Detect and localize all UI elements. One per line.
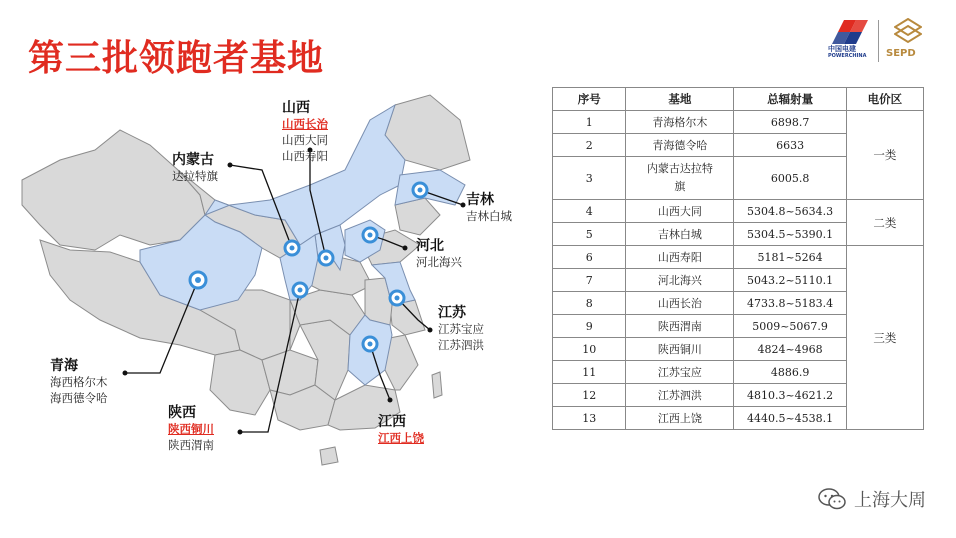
header-zone: 电价区 bbox=[846, 88, 923, 111]
callout-province: 江苏 bbox=[438, 305, 466, 321]
cell-radiation: 5304.8~5634.3 bbox=[734, 200, 846, 223]
radiation-table bbox=[552, 87, 924, 430]
callout-jiangsu bbox=[438, 305, 484, 353]
province-xinjiang bbox=[22, 130, 205, 250]
cell-base: 青海格尔木 bbox=[626, 111, 734, 134]
callout-qinghai bbox=[50, 358, 108, 406]
callout-jiangxi bbox=[378, 414, 424, 446]
table-header-row bbox=[553, 88, 924, 111]
cell-zone: 二类 bbox=[846, 200, 923, 246]
marker-shaanxi bbox=[293, 283, 307, 297]
page-title: 第三批领跑者基地 bbox=[28, 38, 325, 79]
callout-site: 山西长治 bbox=[282, 117, 328, 131]
marker-jiangxi bbox=[363, 337, 377, 351]
cell-radiation: 4810.3~4621.2 bbox=[734, 384, 846, 407]
province-jilin bbox=[395, 170, 465, 205]
cell-no: 4 bbox=[553, 200, 626, 223]
header-radiation: 总辐射量 bbox=[734, 88, 846, 111]
marker-jilin bbox=[413, 183, 427, 197]
cell-base: 山西寿阳 bbox=[626, 246, 734, 269]
province-yunnan bbox=[210, 350, 270, 415]
callout-site: 海西德令哈 bbox=[50, 391, 108, 405]
table-row bbox=[553, 111, 924, 134]
cell-radiation: 4824~4968 bbox=[734, 338, 846, 361]
province-hainan bbox=[320, 447, 338, 465]
callout-site: 吉林白城 bbox=[466, 209, 512, 223]
cell-base: 山西大同 bbox=[626, 200, 734, 223]
callout-site: 江苏泗洪 bbox=[438, 338, 484, 352]
cell-no: 11 bbox=[553, 361, 626, 384]
cell-base: 山西长治 bbox=[626, 292, 734, 315]
callout-shanxi bbox=[282, 100, 328, 164]
callout-site: 江苏宝应 bbox=[438, 322, 484, 336]
logo-area bbox=[824, 16, 934, 66]
marker-qinghai bbox=[190, 272, 206, 288]
callout-site: 河北海兴 bbox=[416, 255, 462, 269]
callout-jilin bbox=[466, 192, 512, 224]
cell-radiation: 4886.9 bbox=[734, 361, 846, 384]
cell-base: 陕西渭南 bbox=[626, 315, 734, 338]
cell-radiation: 5181~5264 bbox=[734, 246, 846, 269]
cell-no: 7 bbox=[553, 269, 626, 292]
callout-hebei bbox=[416, 238, 462, 270]
cell-base: 内蒙古达拉特旗 bbox=[626, 157, 734, 200]
callout-neimenggu bbox=[172, 152, 218, 184]
cell-no: 8 bbox=[553, 292, 626, 315]
cell-base: 江苏宝应 bbox=[626, 361, 734, 384]
callout-site: 达拉特旗 bbox=[172, 169, 218, 183]
marker-neimenggu bbox=[285, 241, 299, 255]
province-taiwan bbox=[432, 372, 442, 398]
callout-site: 江西上饶 bbox=[378, 431, 424, 445]
watermark bbox=[818, 486, 926, 512]
sepd-logo-icon bbox=[894, 18, 922, 46]
cell-radiation: 6633 bbox=[734, 134, 846, 157]
cell-no: 13 bbox=[553, 407, 626, 430]
cell-radiation: 4440.5~4538.1 bbox=[734, 407, 846, 430]
callout-province: 内蒙古 bbox=[172, 152, 214, 168]
callout-province: 青海 bbox=[50, 358, 78, 374]
cell-no: 12 bbox=[553, 384, 626, 407]
marker-jiangsu bbox=[390, 291, 404, 305]
header-base: 基地 bbox=[626, 88, 734, 111]
cell-zone: 三类 bbox=[846, 246, 923, 430]
sepd-logo-text: SEPD bbox=[886, 48, 916, 59]
cell-no: 5 bbox=[553, 223, 626, 246]
cell-base: 河北海兴 bbox=[626, 269, 734, 292]
cell-no: 6 bbox=[553, 246, 626, 269]
cell-radiation: 6898.7 bbox=[734, 111, 846, 134]
cell-radiation: 4733.8~5183.4 bbox=[734, 292, 846, 315]
cell-no: 9 bbox=[553, 315, 626, 338]
table-row bbox=[553, 246, 924, 269]
cell-no: 3 bbox=[553, 157, 626, 200]
callout-site: 山西寿阳 bbox=[282, 149, 328, 163]
cell-base: 江西上饶 bbox=[626, 407, 734, 430]
powerchina-logo-text: 中国电建 POWERCHINA bbox=[828, 45, 867, 59]
cell-radiation: 5043.2~5110.1 bbox=[734, 269, 846, 292]
cell-no: 10 bbox=[553, 338, 626, 361]
header-no: 序号 bbox=[553, 88, 626, 111]
callout-province: 江西 bbox=[378, 414, 406, 430]
marker-hebei bbox=[363, 228, 377, 242]
powerchina-logo-icon bbox=[830, 18, 876, 48]
cell-radiation: 5009~5067.9 bbox=[734, 315, 846, 338]
cell-base: 吉林白城 bbox=[626, 223, 734, 246]
cell-base: 青海德令哈 bbox=[626, 134, 734, 157]
cell-base: 陕西铜川 bbox=[626, 338, 734, 361]
callout-province: 陕西 bbox=[168, 405, 196, 421]
callout-province: 山西 bbox=[282, 100, 310, 116]
watermark-text: 上海大周 bbox=[854, 490, 926, 511]
callout-site: 陕西铜川 bbox=[168, 422, 214, 436]
cell-no: 1 bbox=[553, 111, 626, 134]
cell-zone: 一类 bbox=[846, 111, 923, 200]
callout-site: 陕西渭南 bbox=[168, 438, 214, 452]
marker-shanxi bbox=[319, 251, 333, 265]
cell-no: 2 bbox=[553, 134, 626, 157]
table-row bbox=[553, 200, 924, 223]
callout-shaanxi bbox=[168, 405, 214, 453]
callout-province: 吉林 bbox=[466, 192, 494, 208]
logo-divider bbox=[878, 20, 879, 62]
callout-site: 海西格尔木 bbox=[50, 375, 108, 389]
cell-base: 江苏泗洪 bbox=[626, 384, 734, 407]
wechat-icon bbox=[818, 488, 846, 510]
callout-province: 河北 bbox=[416, 238, 444, 254]
callout-site: 山西大同 bbox=[282, 133, 328, 147]
cell-radiation: 6005.8 bbox=[734, 157, 846, 200]
cell-radiation: 5304.5~5390.1 bbox=[734, 223, 846, 246]
